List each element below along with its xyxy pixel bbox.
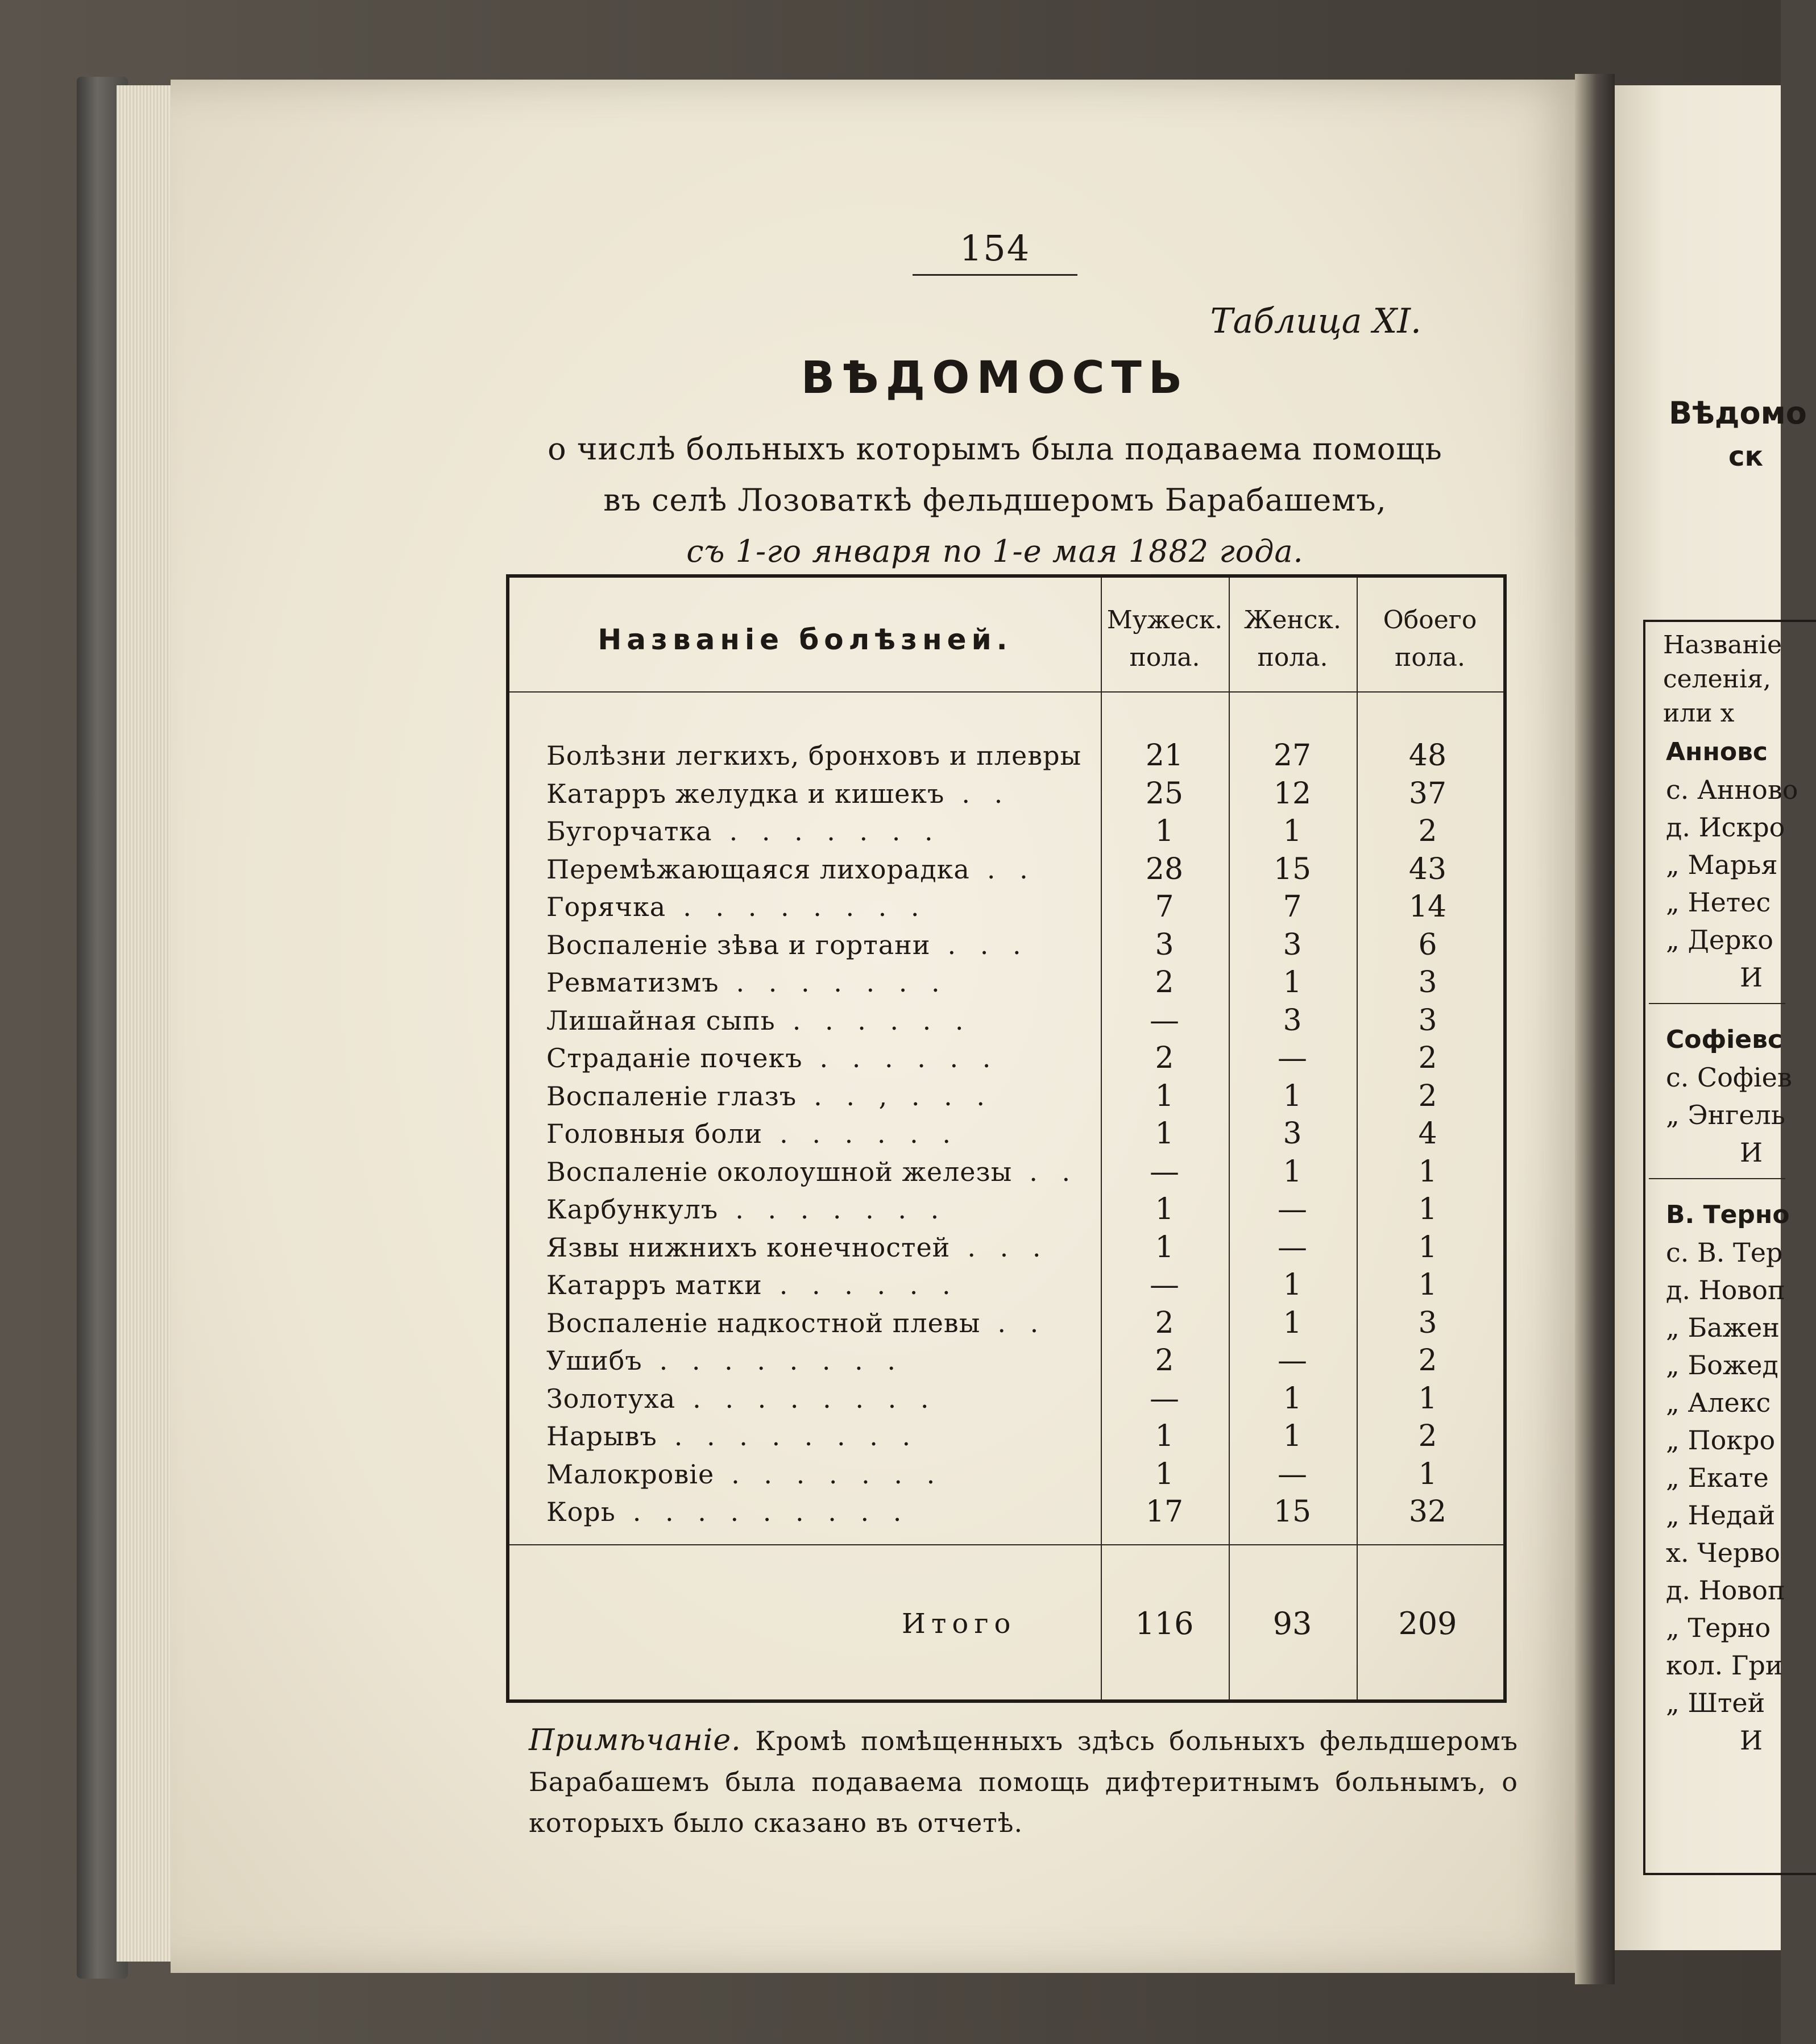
- dot-leader: . . , . . .: [814, 1080, 993, 1112]
- right-page-subtitle: ск: [1728, 441, 1764, 472]
- table-row: [509, 1115, 1503, 1152]
- disease-name-text: Воспаленіе надкостной плевы: [546, 1307, 981, 1338]
- dot-leader: . .: [961, 778, 1011, 809]
- cell-both: 3: [1418, 1305, 1437, 1340]
- dot-leader: . .: [986, 853, 1036, 885]
- total-label: Итого: [902, 1608, 1017, 1640]
- dot-leader: . . . . . . .: [731, 1458, 943, 1490]
- disease-name-text: Бугорчатка: [546, 816, 712, 847]
- right-page-village: с. Анново: [1666, 774, 1798, 805]
- right-page-village: „ Божед: [1666, 1350, 1778, 1380]
- total-row: [509, 1604, 1503, 1641]
- cell-both: 2: [1418, 1079, 1437, 1113]
- right-page-village: „ Недай: [1666, 1500, 1776, 1531]
- dot-leader: . . . . . . .: [729, 816, 941, 847]
- cell-both: 48: [1408, 739, 1447, 773]
- header-male: [1101, 602, 1229, 677]
- cell-female: —: [1278, 1457, 1307, 1491]
- disease-name-text: Воспаленіе глазъ: [546, 1080, 797, 1112]
- right-page-village: х. Черво: [1666, 1537, 1781, 1568]
- dot-leader: . . . . . . .: [735, 1194, 947, 1225]
- dot-leader: . . . . . .: [780, 1118, 959, 1149]
- disease-name-text: Горячка: [546, 892, 666, 922]
- subtitle-line-3: съ 1-го января по 1-е мая 1882 года.: [686, 533, 1304, 569]
- right-page-separator: [1649, 1178, 1785, 1179]
- disease-name: [546, 775, 1115, 812]
- cell-male: —: [1150, 1381, 1179, 1416]
- dot-leader: . . . . . . .: [736, 967, 948, 998]
- page-number: 154: [959, 227, 1031, 269]
- disease-name-text: Корь: [546, 1496, 616, 1527]
- right-page-group-name: В. Терно: [1666, 1200, 1790, 1229]
- right-page-column-header: Названіе селенія, или х: [1663, 631, 1782, 728]
- cell-female: —: [1278, 1192, 1307, 1226]
- total-female: 93: [1272, 1606, 1312, 1641]
- cell-female: 1: [1283, 1419, 1302, 1453]
- subtitle-line-1: о числѣ больныхъ которымъ была подаваема помощь: [548, 431, 1442, 467]
- cell-female: —: [1278, 1344, 1307, 1378]
- right-page: [1615, 85, 1807, 1950]
- table-row: [509, 926, 1503, 964]
- cell-male: 1: [1155, 1419, 1174, 1453]
- table-label: Таблица XI.: [1210, 301, 1421, 341]
- right-page-village: „ Штей: [1666, 1688, 1765, 1718]
- right-page-village: „ Алекс: [1666, 1387, 1771, 1418]
- cell-male: 1: [1155, 1230, 1174, 1264]
- right-page-total: И: [1740, 962, 1763, 993]
- table-row: [509, 1002, 1503, 1039]
- disease-name-text: Катарръ матки: [546, 1270, 762, 1300]
- cell-female: 3: [1283, 1003, 1302, 1038]
- footnote-text: Кромѣ помѣщенныхъ здѣсь больныхъ фельдшеромъ Барабашемъ была подаваема помощь дифтеритнымъ больнымъ, о которыхъ было сказано въ отчетѣ.: [529, 1726, 1518, 1838]
- disease-name-text: Ревматизмъ: [546, 967, 719, 998]
- cell-female: 27: [1273, 739, 1312, 773]
- cell-female: 1: [1283, 1268, 1302, 1302]
- cell-both: 37: [1408, 776, 1447, 811]
- table-row: [509, 812, 1503, 850]
- cell-both: 2: [1418, 1419, 1437, 1453]
- total-divider: [509, 1544, 1503, 1545]
- table-row: [509, 1456, 1503, 1493]
- right-page-village: „ Дерко: [1666, 924, 1773, 955]
- disease-name-text: Золотуха: [546, 1383, 676, 1414]
- disease-table: [506, 574, 1507, 1703]
- book-gutter: [1575, 74, 1615, 1984]
- header-both: [1357, 602, 1503, 677]
- table-row: [509, 964, 1503, 1001]
- page-number-rule: [913, 274, 1077, 276]
- disease-name: [546, 1493, 1115, 1531]
- dot-leader: . . . . . .: [819, 1043, 999, 1073]
- right-page-separator: [1649, 1003, 1785, 1004]
- header-male-line2: пола.: [1129, 643, 1200, 672]
- disease-name-text: Карбункулъ: [546, 1194, 719, 1225]
- disease-name: [546, 1153, 1115, 1191]
- disease-name: [546, 737, 1115, 774]
- disease-name: [546, 1304, 1115, 1342]
- disease-name-text: Головныя боли: [546, 1118, 763, 1149]
- cell-both: 1: [1418, 1381, 1437, 1416]
- right-page-village: д. Искро: [1666, 812, 1785, 843]
- cell-male: 25: [1145, 776, 1184, 811]
- table-row: [509, 888, 1503, 926]
- dot-leader: . . .: [967, 1232, 1049, 1263]
- right-page-village: кол. Гри: [1666, 1650, 1783, 1681]
- cell-both: 14: [1408, 890, 1447, 924]
- table-row: [509, 1039, 1503, 1077]
- right-page-village: „ Терно: [1666, 1612, 1771, 1643]
- disease-name: [546, 1456, 1115, 1493]
- disease-name-text: Лишайная сыпь: [546, 1005, 776, 1036]
- cell-male: 1: [1155, 1192, 1174, 1226]
- cell-female: —: [1278, 1230, 1307, 1264]
- cell-male: —: [1150, 1268, 1179, 1302]
- table-row: [509, 737, 1503, 774]
- cell-both: 3: [1418, 965, 1437, 1000]
- disease-name-text: Перемѣжающаяся лихорадка: [546, 853, 970, 885]
- disease-name: [546, 1342, 1115, 1379]
- cell-female: 1: [1283, 1305, 1302, 1340]
- cell-male: 17: [1145, 1495, 1184, 1529]
- disease-name: [546, 1002, 1115, 1039]
- cell-male: 3: [1155, 927, 1174, 962]
- cell-male: 2: [1155, 1305, 1174, 1340]
- right-page-village: д. Новоп: [1666, 1575, 1785, 1606]
- disease-name-text: Воспаленіе зѣва и гортани: [546, 929, 931, 960]
- disease-name: [546, 812, 1115, 850]
- disease-name: [546, 1115, 1115, 1152]
- total-male: 116: [1135, 1606, 1194, 1641]
- dot-leader: . . . . . .: [779, 1270, 959, 1300]
- right-page-total: И: [1740, 1725, 1763, 1756]
- right-page-village: с. Софіев: [1666, 1062, 1792, 1093]
- right-page-title: Вѣдомо: [1669, 395, 1807, 431]
- dot-leader: . . .: [947, 929, 1029, 960]
- cell-male: 1: [1155, 1079, 1174, 1113]
- table-row: [509, 1266, 1503, 1304]
- disease-name: [546, 1191, 1115, 1228]
- cell-both: 1: [1418, 1230, 1437, 1264]
- right-page-village: „ Марья: [1666, 849, 1778, 880]
- dot-leader: . . . . . . . . .: [632, 1496, 910, 1527]
- header-both-line2: пола.: [1395, 643, 1465, 672]
- dot-leader: . . . . . .: [792, 1005, 972, 1036]
- disease-name-text: Малокровіе: [546, 1458, 715, 1490]
- disease-name: [546, 1229, 1115, 1266]
- dot-leader: . . . . . . . .: [674, 1421, 919, 1452]
- cell-male: 21: [1145, 739, 1184, 773]
- cell-both: 1: [1418, 1192, 1437, 1226]
- header-both-line1: Обоего: [1383, 606, 1477, 635]
- cell-female: 3: [1283, 927, 1302, 962]
- cell-female: 1: [1283, 965, 1302, 1000]
- cell-male: 2: [1155, 965, 1174, 1000]
- table-row: [509, 1077, 1503, 1115]
- header-female-line1: Женск.: [1244, 606, 1341, 635]
- footnote-label: Примѣчаніе.: [529, 1723, 741, 1757]
- right-page-group-name: Анновс: [1666, 737, 1768, 766]
- total-both: 209: [1398, 1606, 1457, 1641]
- cell-female: 1: [1283, 1381, 1302, 1416]
- right-page-village: с. В. Тер: [1666, 1237, 1783, 1268]
- header-disease-name: Названіе болѣзней.: [598, 623, 1013, 656]
- disease-name: [546, 926, 1115, 964]
- cell-both: 2: [1418, 814, 1437, 848]
- cell-female: 12: [1273, 776, 1312, 811]
- disease-name: [546, 1077, 1115, 1115]
- right-page-village: „ Энгель: [1666, 1100, 1785, 1130]
- right-page-content: [1615, 85, 1807, 1950]
- document-subtitle: [512, 424, 1478, 577]
- cell-male: —: [1150, 1003, 1179, 1038]
- cell-both: 2: [1418, 1344, 1437, 1378]
- right-page-village: „ Покро: [1666, 1425, 1776, 1456]
- right-page-village: „ Бажен: [1666, 1312, 1780, 1343]
- table-row: [509, 1342, 1503, 1379]
- dot-leader: . .: [997, 1307, 1047, 1338]
- right-page-village: д. Новоп: [1666, 1275, 1785, 1305]
- disease-name: [546, 1417, 1115, 1455]
- cell-male: 2: [1155, 1344, 1174, 1378]
- cell-both: 1: [1418, 1154, 1437, 1189]
- table-row: [509, 1304, 1503, 1342]
- disease-name-text: Язвы нижнихъ конечностей: [546, 1232, 951, 1263]
- disease-name-text: Нарывъ: [546, 1421, 657, 1452]
- table-row: [509, 1229, 1503, 1266]
- cell-male: 1: [1155, 1117, 1174, 1151]
- cell-both: 32: [1408, 1495, 1447, 1529]
- dot-leader: . .: [1029, 1156, 1079, 1187]
- cell-male: 28: [1145, 852, 1184, 886]
- header-divider: [509, 691, 1503, 693]
- header-female-line2: пола.: [1257, 643, 1328, 672]
- right-page-group-name: Софіевс: [1666, 1025, 1783, 1054]
- disease-name-text: Страданіе почекъ: [546, 1043, 803, 1073]
- cell-both: 43: [1408, 852, 1447, 886]
- disease-name-text: Болѣзни легкихъ, бронховъ и плевры: [546, 740, 1082, 771]
- cell-female: 3: [1283, 1117, 1302, 1151]
- subtitle-line-2: въ селѣ Лозоваткѣ фельдшеромъ Барабашемъ,: [603, 482, 1387, 518]
- table-row: [509, 1493, 1503, 1531]
- disease-name-text: Ушибъ: [546, 1345, 642, 1376]
- cell-male: 7: [1155, 890, 1174, 924]
- cell-both: 1: [1418, 1457, 1437, 1491]
- table-row: [509, 1380, 1503, 1417]
- cell-female: 7: [1283, 890, 1302, 924]
- disease-name: [546, 851, 1115, 888]
- dot-leader: . . . . . . . .: [683, 892, 927, 922]
- cell-female: 1: [1283, 1079, 1302, 1113]
- disease-name: [546, 1266, 1115, 1304]
- cell-female: 15: [1273, 1495, 1312, 1529]
- cell-both: 2: [1418, 1041, 1437, 1075]
- header-male-line1: Мужеск.: [1106, 606, 1223, 635]
- cell-female: 1: [1283, 1154, 1302, 1189]
- cell-female: —: [1278, 1041, 1307, 1075]
- cell-male: 1: [1155, 1457, 1174, 1491]
- cell-female: 1: [1283, 814, 1302, 848]
- table-row: [509, 1191, 1503, 1228]
- disease-name: [546, 1380, 1115, 1417]
- footnote: [529, 1720, 1518, 1843]
- dot-leader: . . . . . . . .: [659, 1345, 903, 1376]
- disease-name: [546, 964, 1115, 1001]
- table-row: [509, 1417, 1503, 1455]
- right-page-village: „ Екате: [1666, 1462, 1769, 1493]
- cell-both: 6: [1418, 927, 1437, 962]
- table-row: [509, 1153, 1503, 1191]
- cell-male: 1: [1155, 814, 1174, 848]
- cell-male: —: [1150, 1154, 1179, 1189]
- header-female: [1229, 602, 1357, 677]
- right-page-total: И: [1740, 1137, 1763, 1168]
- cell-female: 15: [1273, 852, 1312, 886]
- disease-name-text: Воспаленіе околоушной железы: [546, 1156, 1013, 1187]
- dot-leader: . . . . . . . .: [693, 1383, 937, 1414]
- right-page-village: „ Нетес: [1666, 887, 1771, 918]
- table-row: [509, 775, 1503, 812]
- cell-both: 3: [1418, 1003, 1437, 1038]
- cell-both: 1: [1418, 1268, 1437, 1302]
- cell-male: 2: [1155, 1041, 1174, 1075]
- cell-both: 4: [1418, 1117, 1437, 1151]
- disease-name: [546, 888, 1115, 926]
- document-title: ВѢДОМОСТЬ: [801, 353, 1189, 404]
- disease-name-text: Катарръ желудка и кишекъ: [546, 778, 945, 809]
- table-row: [509, 851, 1503, 888]
- disease-name: [546, 1039, 1115, 1077]
